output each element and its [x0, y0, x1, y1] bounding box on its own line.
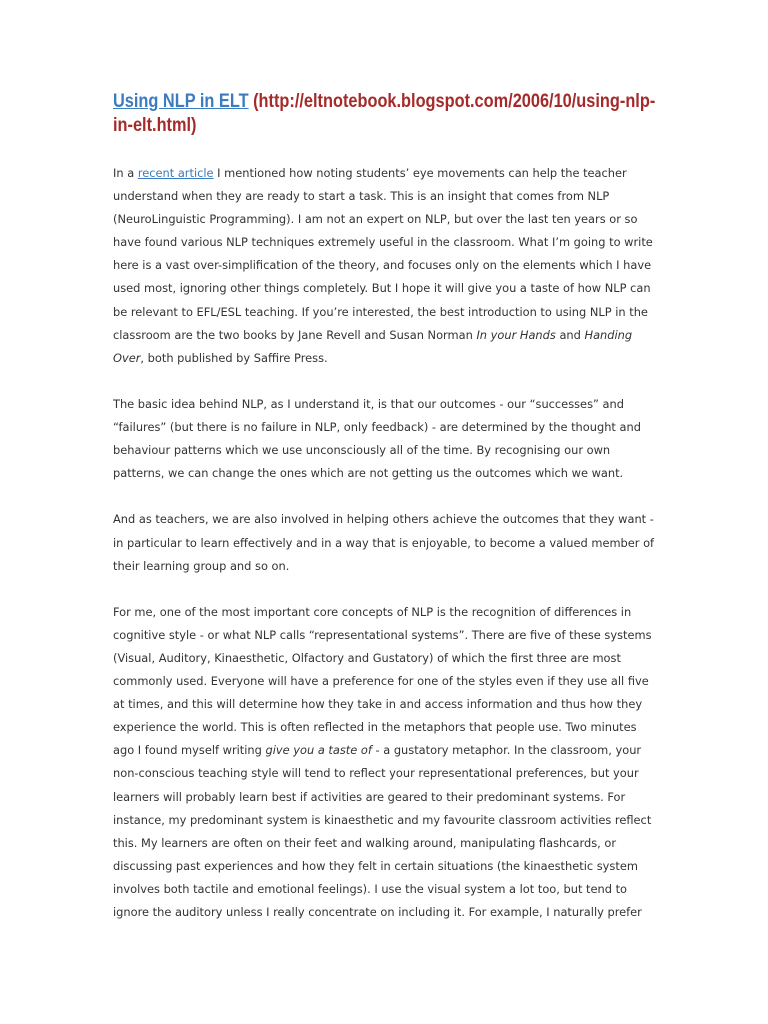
article-body [113, 162, 655, 947]
paragraph-1 [113, 162, 655, 370]
article-title [113, 90, 668, 138]
book-title-2: Handing Over [113, 327, 633, 365]
p1-end: , both published by Saffire Press. [140, 350, 328, 365]
recent-article-link[interactable]: recent article [137, 166, 214, 180]
paragraph-2: The basic idea behind NLP, as I understand it, is that our outcomes - our “successes” and “failures” (but there is no failure in NLP, only feedback) - are determined by the thought and behaviour patterns which we use unconsciously all of the time. By recognising our own patterns, we can change the ones which are not getting us the outcomes which we want. [113, 396, 641, 481]
paragraph-3: And as teachers, we are also involved in helping others achieve the outcomes that they want - in particular to learn effectively and in a way that is enjoyable, to become a valued member of their learning group and so on. [113, 512, 655, 573]
paragraph-4 [113, 601, 655, 924]
p4-text: For me, one of the most important core concepts of NLP is the recognition of differences in cognitive style - or what NLP calls “representational systems”. There are five of these systems (Visual, Auditory, Kinaesthetic, Olfactory and Gustatory) of which the first three are most commonly used. Everyone will have a preference for one of the styles even if they use all five at times, and this will determine how they take in and access information and thus how they experience the world. This is often reflected in the metaphors that people use. Two minutes ago I found myself writing [113, 604, 652, 758]
title-url: (http://eltnotebook.blogspot.com/2006/10/using-nlp-in-elt.html) [113, 91, 656, 136]
p1-text: I mentioned how noting students’ eye movements can help the teacher understand when they are ready to start a task. This is an insight that comes from NLP (NeuroLinguistic Programming). I am not an expert on NLP, but over the last ten years or so have found various NLP techniques extremely useful in the classroom. What I’m going to write here is a vast over-simplification of the theory, and focuses only on the elements which I have used most, ignoring other things completely. But I hope it will give you a taste of how NLP can be relevant to EFL/ESL teaching. If you’re interested, the best introduction to using NLP in the classroom are the two books by Jane Revell and Susan Norman [113, 166, 653, 342]
title-link[interactable]: Using NLP in ELT [113, 91, 249, 112]
p4-rest: - a gustatory metaphor. In the classroom, your non-conscious teaching style will tend to reflect your representational preferences, but your learners will probably learn best if activities are geared to their predominant systems. For instance, my predominant system is kinaesthetic and my favourite classroom activities reflect this. My learners are often on their feet and walking around, manipulating flashcards, or discussing past experiences and how they felt in certain situations (the kinaesthetic system involves both tactile and emotional feelings). I use the visual system a lot too, but tend to ignore the auditory unless I really concentrate on including it. For example, I naturally prefer [113, 743, 652, 919]
book-title-1: In your Hands [476, 327, 556, 342]
p1-intro: In a [113, 166, 138, 180]
p4-emphasis: give you a taste of [265, 743, 372, 758]
p1-and: and [555, 327, 585, 342]
